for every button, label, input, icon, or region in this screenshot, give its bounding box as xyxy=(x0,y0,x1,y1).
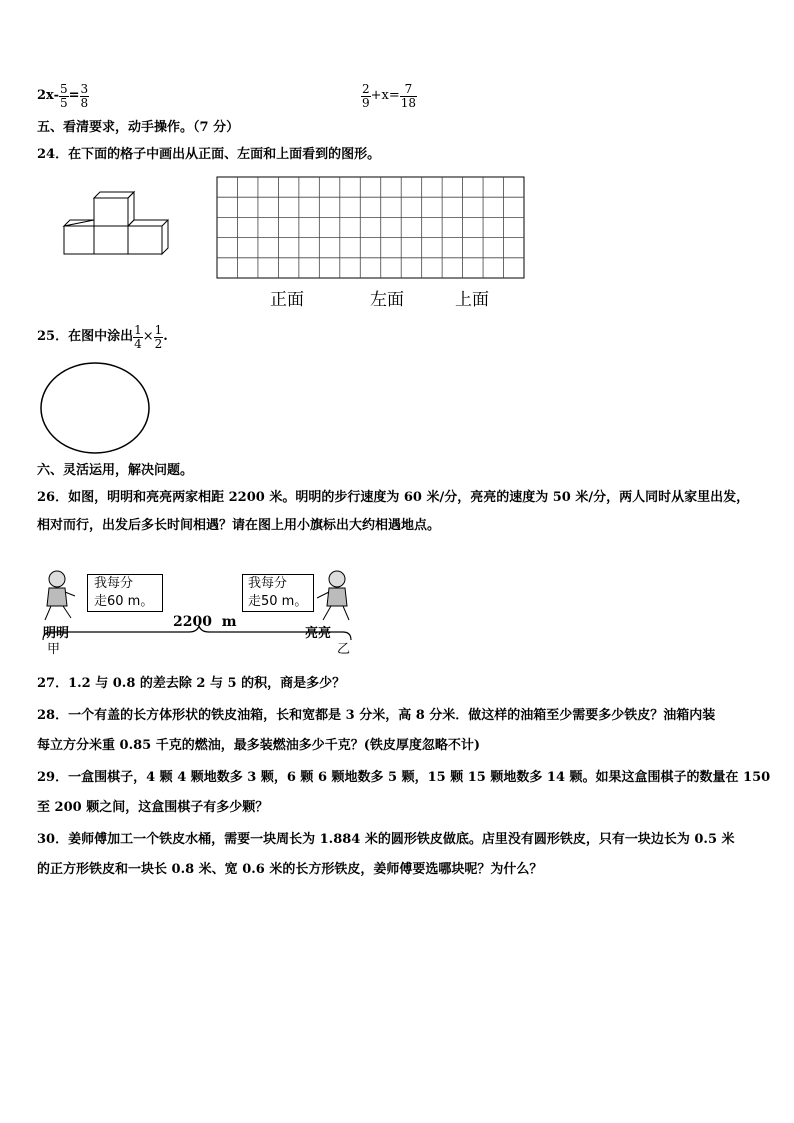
equation-left xyxy=(37,78,89,114)
bubble-right-line1: 我每分 xyxy=(248,576,288,591)
q25-text xyxy=(37,320,168,354)
speech-bubble-left xyxy=(87,574,163,612)
q28-line1: 28．一个有盖的长方体形状的铁皮油箱，长和宽都是 3 分米，高 8 分米．做这样的油箱至少需要多少铁皮？油箱内装 xyxy=(37,708,716,723)
section6-title: 六、灵活运用，解决问题。 xyxy=(37,463,194,478)
fraction: $\frac{1}{2}$ xyxy=(154,322,163,351)
eq-right-mid: +x= xyxy=(370,88,400,103)
name-right: 亮亮 xyxy=(305,626,332,641)
q25-suffix: . xyxy=(163,329,168,344)
name-left: 明明 xyxy=(43,626,70,641)
fraction: $\frac{3}{8}$ xyxy=(80,81,89,110)
section5-title: 五、看清要求，动手操作。（7 分） xyxy=(37,120,240,135)
q30-line1: 30．姜师傅加工一个铁皮水桶，需要一块周长为 1.884 米的圆形铁皮做底。店里没有圆形铁皮，只有一块边长为 0.5 米 xyxy=(37,832,735,847)
fraction: $\frac{1}{4}$ xyxy=(134,322,142,351)
walking-diagram xyxy=(37,566,367,660)
cube-figure xyxy=(60,190,170,262)
point-left: 甲 xyxy=(47,642,61,657)
eq-left-prefix: 2x- xyxy=(37,88,59,103)
times-sign: × xyxy=(142,329,154,344)
q26-line2: 相对而行，出发后多长时间相遇？请在图上用小旗标出大约相遇地点。 xyxy=(37,518,441,533)
label-top: 上面 xyxy=(455,290,489,310)
speech-bubble-right xyxy=(242,574,314,612)
drawing-grid[interactable] xyxy=(216,176,526,280)
boy-right-illustration xyxy=(313,568,357,624)
label-left: 左面 xyxy=(370,290,404,310)
label-front: 正面 xyxy=(270,290,304,310)
q25-prefix: 25．在图中涂出 xyxy=(37,329,134,344)
q30-line2: 的正方形铁皮和一块长 0.8 米、宽 0.6 米的长方形铁皮，姜师傅要选哪块呢？为什么？ xyxy=(37,862,543,877)
distance-label: 2200 m xyxy=(173,614,237,630)
equation-right xyxy=(361,78,417,114)
fraction: $\frac{7}{18}$ xyxy=(400,81,417,110)
boy-left-illustration xyxy=(39,568,79,624)
q29-line1: 29．一盒围棋子，4 颗 4 颗地数多 3 颗，6 颗 6 颗地数多 5 颗，15 颗 15 颗地数多 14 颗。如果这盒围棋子的数量在 150 xyxy=(37,770,771,785)
fraction: $\frac{2}{9}$ xyxy=(362,81,370,110)
eq-left-equals: = xyxy=(68,88,80,103)
q27-text: 27．1.2 与 0.8 的差去除 2 与 5 的积，商是多少？ xyxy=(37,676,346,691)
q26-line1: 26．如图，明明和亮亮两家相距 2200 米。明明的步行速度为 60 米/分，亮亮的速度为 50 米/分，两人同时从家里出发， xyxy=(37,490,750,505)
q29-line2: 至 200 颗之间，这盒围棋子有多少颗？ xyxy=(37,800,269,815)
fraction: $\frac{5}{5}$ xyxy=(59,81,68,110)
point-right: 乙 xyxy=(337,642,351,657)
bubble-left-line2: 走60 m。 xyxy=(94,594,154,609)
q28-line2: 每立方分米重 0.85 千克的燃油，最多装燃油多少千克？(铁皮厚度忽略不计) xyxy=(37,738,481,753)
circle-figure[interactable] xyxy=(38,360,154,456)
bubble-left-line1: 我每分 xyxy=(94,576,134,591)
q24-text: 24．在下面的格子中画出从正面、左面和上面看到的图形。 xyxy=(37,147,381,162)
bubble-right-line2: 走50 m。 xyxy=(248,594,308,609)
